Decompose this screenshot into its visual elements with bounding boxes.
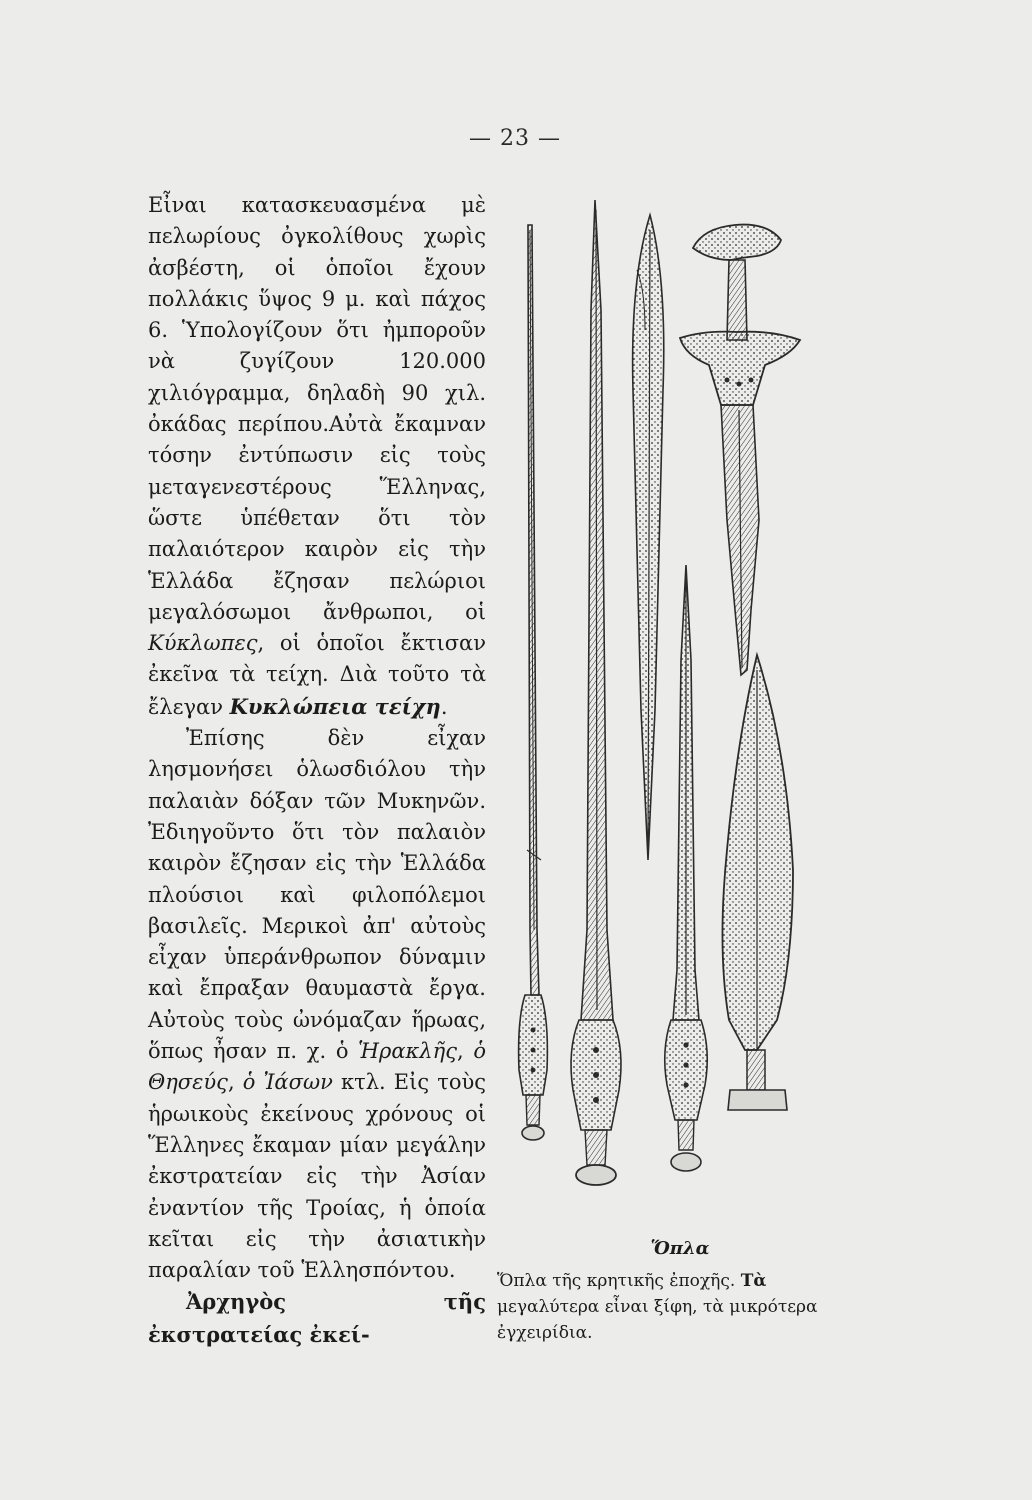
dagger-hilted — [680, 225, 800, 675]
term-herakles: Ἡρακλῆς — [358, 1039, 457, 1064]
p2-sep2: , — [227, 1070, 243, 1095]
paragraph-2 — [148, 723, 486, 1286]
p2-text-a: Ἐπίσης δὲν εἶχαν λησμονήσει ὁλωσδιόλου τὴν παλαιὰν δόξαν τῶν Μυκηνῶν. Ἐδιηγοῦντο ὅτι τὸν παλαιὸν καιρὸν ἔζησαν εἰς τὴν Ἑλλάδα πλούσιοι καὶ φιλοπόλεμοι βασιλεῖς. Μερικοὶ ἀπ' αὐτοὺς εἶχαν ὑπεράνθρωπον δύναμιν καὶ ἔπραξαν θαυμαστὰ ἔργα. Αὐτοὺς τοὺς ὠνόμαζαν ἥρωας, ὅπως ἦσαν π. χ. ὁ — [148, 726, 486, 1064]
term-kyklopeia: Κυκλώπεια τείχη — [229, 693, 441, 719]
p1-text-a: Εἶναι κατασκευασμένα μὲ πελωρίους ὀγκολίθους χωρὶς ἀσβέστη, οἱ ὁποῖοι ἔχουν πολλάκις ὕψος 9 μ. καὶ πάχος 6. Ὑπολογίζουν ὅτι ἠμποροῦν νὰ ζυγίζουν 120.000 χιλιόγραμμα, δηλαδὴ 90 χιλ. ὀκάδας περίπου. — [148, 193, 486, 437]
sword-3 — [665, 565, 708, 1171]
term-theseus: ὁ Θησεύς — [148, 1039, 486, 1095]
paragraph-3 — [148, 1286, 486, 1351]
dagger-leaf — [633, 215, 664, 860]
p1-text-c: , οἱ ὁποῖοι ἔκτισαν ἐκεῖνα τὰ τείχη. Διὰ τοῦτο τὰ ἔλεγαν — [148, 631, 486, 719]
term-iason: ὁ Ἰάσων — [242, 1070, 333, 1095]
figure-caption — [497, 1268, 873, 1346]
p2-text-b: κτλ. Εἰς τοὺς ἡρωικοὺς ἐκείνους χρόνους οἱ Ἕλληνες ἔκαμαν μίαν μεγάλην ἐκστρατείαν εἰς τὴν Ἀσίαν ἐναντίον τῆς Τροίας, ἡ ὁποία κεῖται εἰς τὴν ἀσιατικὴν παραλίαν τοῦ Ἑλλησπόντου. — [148, 1070, 487, 1283]
weapons-figure — [495, 190, 895, 1190]
term-kyklopes: Κύκλωπες — [148, 631, 258, 656]
caption-part-b: Τὰ — [740, 1271, 767, 1291]
spearhead — [722, 655, 793, 1110]
paragraph-1 — [148, 190, 486, 723]
caption-part-c: μεγαλύτερα εἶναι ξίφη, τὰ μικρότερα ἐγχειρίδια. — [497, 1297, 818, 1343]
p1-end: . — [440, 694, 448, 719]
figure-title: Ὅπλα — [650, 1238, 710, 1259]
body-text — [148, 190, 486, 1351]
weapons-illustration — [495, 190, 895, 1190]
long-sword-2 — [571, 200, 621, 1185]
p2-sep1: , — [456, 1039, 474, 1064]
caption-part-a: Ὅπλα τῆς κρητικῆς ἐποχῆς. — [497, 1271, 741, 1291]
long-sword-1 — [519, 225, 548, 1140]
page-number: — 23 — — [469, 126, 561, 151]
p1-text-b: Αὐτὰ ἔκαμναν τόσην ἐντύπωσιν εἰς τοὺς μεταγενεστέρους Ἕλληνας, ὥστε ὑπέθεταν ὅτι τὸν παλαιότερον καιρὸν εἰς τὴν Ἑλλάδα ἔζησαν πελώριοι μεγαλόσωμοι ἄνθρωποι, οἱ — [148, 412, 487, 624]
p3-lead: Ἀρχηγὸς τῆς ἐκστρατείας ἐκεί- — [148, 1289, 486, 1347]
